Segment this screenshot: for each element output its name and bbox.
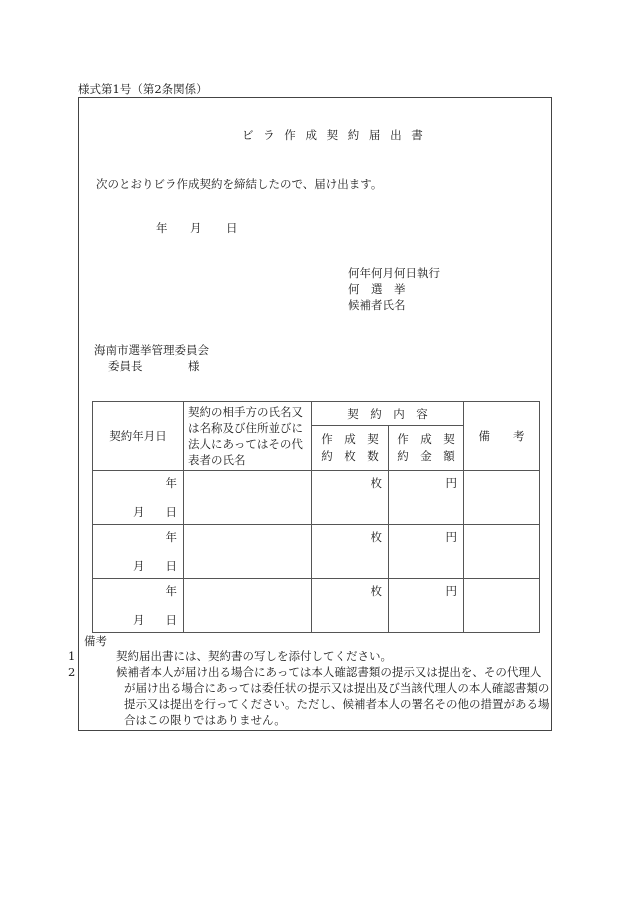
- row-remarks-cell[interactable]: [464, 579, 540, 633]
- row-count-unit: 枚: [370, 530, 382, 544]
- row-year: 年: [165, 530, 177, 544]
- row-count-cell[interactable]: [312, 579, 389, 633]
- addressee-org: 海南市選挙管理委員会: [94, 343, 209, 357]
- date-day: 日: [226, 221, 238, 235]
- header-count-bottom: 約 枚 数: [321, 449, 379, 464]
- row-day: 日: [165, 559, 177, 573]
- row-date-cell[interactable]: [93, 525, 184, 579]
- row-year: 年: [165, 584, 177, 598]
- note-number: 1: [68, 649, 76, 663]
- row-count-unit: 枚: [370, 584, 382, 598]
- addressee-honorific: 様: [188, 359, 200, 373]
- election-date: 何年何月何日執行: [348, 266, 440, 280]
- header-contract-content: 契 約 内 容: [312, 402, 464, 426]
- intro-text: 次のとおりビラ作成契約を締結したので、届け出ます。: [96, 177, 383, 191]
- table-row: [93, 579, 540, 633]
- note-text: 契約届出書には、契約書の写しを添付してください。: [116, 649, 392, 663]
- row-count-cell[interactable]: [312, 471, 389, 525]
- header-party: 契約の相手方の氏名又は名称及び住所並びに法人にあってはその代表者の氏名: [184, 402, 312, 471]
- row-party-cell[interactable]: [184, 525, 312, 579]
- row-date-cell[interactable]: [93, 471, 184, 525]
- election-type: 何 選 挙: [348, 282, 406, 296]
- row-amount-unit: 円: [445, 530, 457, 544]
- row-month: 月: [133, 613, 145, 627]
- row-day: 日: [165, 613, 177, 627]
- row-amount-unit: 円: [445, 584, 457, 598]
- row-remarks-cell[interactable]: [464, 471, 540, 525]
- header-count: [312, 426, 389, 471]
- notes-list: [68, 648, 550, 728]
- note-number: 2: [68, 665, 76, 679]
- row-count-unit: 枚: [370, 476, 382, 490]
- row-amount-cell[interactable]: [389, 579, 464, 633]
- addressee-title: 委員長: [108, 359, 143, 373]
- row-remarks-cell[interactable]: [464, 525, 540, 579]
- row-month: 月: [133, 505, 145, 519]
- notes-heading: 備考: [84, 634, 107, 648]
- note-item: [68, 648, 550, 664]
- header-remarks: 備 考: [464, 402, 540, 471]
- row-day: 日: [165, 505, 177, 519]
- table-row: [93, 471, 540, 525]
- date-year: 年: [156, 221, 168, 235]
- header-contract-date: 契約年月日: [93, 402, 184, 471]
- row-year: 年: [165, 476, 177, 490]
- row-month: 月: [133, 559, 145, 573]
- note-item: [68, 664, 550, 728]
- candidate-name-label: 候補者氏名: [348, 298, 406, 312]
- contract-table: [92, 401, 540, 633]
- row-amount-unit: 円: [445, 476, 457, 490]
- row-party-cell[interactable]: [184, 579, 312, 633]
- note-text: 候補者本人が届け出る場合にあっては本人確認書類の提示又は提出を、その代理人が届け出る場合にあっては委任状の提示又は提出及び当該代理人の本人確認書類の提示又は提出を行ってください。ただし、候補者本人の署名その他の措置がある場合はこの限りではありません。: [116, 665, 550, 727]
- row-party-cell[interactable]: [184, 471, 312, 525]
- date-month: 月: [190, 221, 202, 235]
- header-amount: [389, 426, 464, 471]
- row-amount-cell[interactable]: [389, 525, 464, 579]
- header-amount-bottom: 約 金 額: [397, 449, 455, 464]
- header-count-top: 作 成 契: [321, 432, 379, 447]
- row-date-cell[interactable]: [93, 579, 184, 633]
- form-title: ビ ラ 作 成 契 約 届 出 書: [242, 128, 426, 142]
- header-amount-top: 作 成 契: [397, 432, 455, 447]
- form-number: 様式第1号（第2条関係）: [78, 82, 208, 96]
- table-row: [93, 525, 540, 579]
- row-amount-cell[interactable]: [389, 471, 464, 525]
- row-count-cell[interactable]: [312, 525, 389, 579]
